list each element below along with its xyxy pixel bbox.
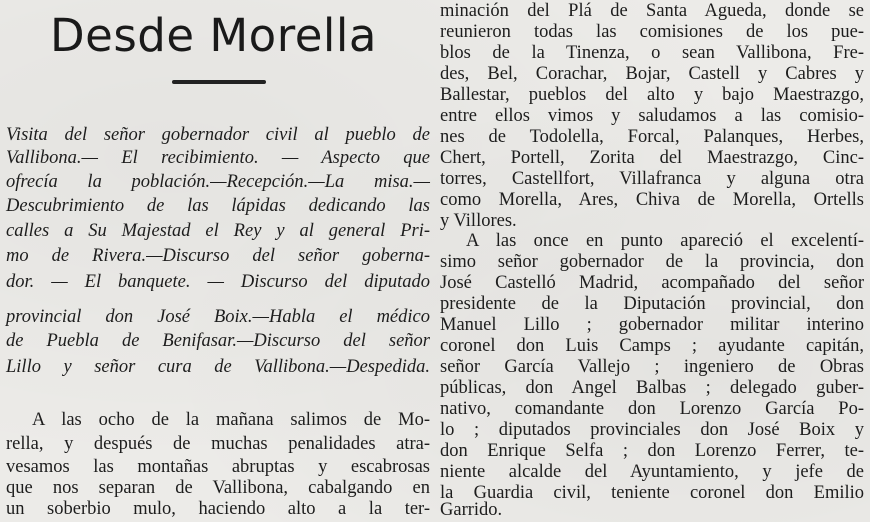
body-line: torres, Castellfort, Villafranca y alguna otra [440,169,864,189]
body-line: reunieron todas las comisiones de los pue- [440,22,864,42]
summary-line: dor. — El banquete. — Discurso del diputado [6,272,430,292]
summary-line: ofrecía la población.—Recepción.—La misa.— [6,172,430,192]
body-line: la Guardia civil, teniente coronel don Emilio [440,483,864,503]
body-line: Chert, Portell, Zorita del Maestrazgo, Cinc- [440,148,864,168]
body-line: José Castelló Madrid, acompañado del señor [440,273,864,293]
body-line: como Morella, Ares, Chiva de Morella, Ortells [440,190,864,210]
body-line: niente alcalde del Ayuntamiento, y jefe de [440,462,864,482]
body-line: coronel don Luis Camps ; ayudante capitán, [440,336,864,356]
summary-line: provincial don José Boix.—Habla el médico [6,307,430,327]
body-line: señor García Vallejo ; ingeniero de Obras [440,357,864,377]
summary-line: Visita del señor gobernador civil al pueblo de [6,125,430,145]
body-line: blos de la Tinenza, o sean Vallibona, Fre- [440,43,864,63]
body-line: Garrido. [440,500,503,520]
body-line: presidente de la Diputación provincial, don [440,294,864,314]
body-line: que nos separan de Vallibona, cabalgando en [6,478,430,498]
summary-line: calles a Su Majestad el Rey y al general Pri- [6,221,430,241]
title-rule [172,80,266,84]
body-line: vesamos las montañas abruptas y escabrosas [6,457,430,477]
article-title: Desde Morella [50,9,377,62]
summary-line: de Puebla de Benifasar.—Discurso del señor [6,331,430,351]
body-line: don Enrique Selfa ; don Lorenzo Ferrer, te- [440,441,864,461]
body-line: minación del Plá de Santa Agueda, donde se [440,1,864,21]
body-line: rella, y después de muchas penalidades atra- [6,434,430,454]
summary-line: Lillo y señor cura de Vallibona.—Despedida. [6,357,430,377]
body-line: nativo, comandante don Lorenzo García Po- [440,399,864,419]
summary-line: Descubrimiento de las lápidas dedicando las [6,196,430,216]
body-line: entre ellos vimos y saludamos a las comisio- [440,106,864,126]
body-line: A las once en punto apareció el excelentí- [466,231,864,251]
summary-line: Vallibona.— El recibimiento. — Aspecto que [6,148,430,168]
body-line: un soberbio mulo, haciendo alto a la ter- [6,499,430,519]
body-line: nes de Todolella, Forcal, Palanques, Herbes, [440,127,864,147]
body-line: públicas, don Angel Balbas ; delegado guber- [440,378,864,398]
body-line: A las ocho de la mañana salimos de Mo- [32,410,430,430]
body-line: Manuel Lillo ; gobernador militar interino [440,315,864,335]
body-line: des, Bel, Corachar, Bojar, Castell y Cabres y [440,64,864,84]
body-line: lo ; diputados provinciales don José Boix y [440,420,864,440]
body-line: Ballestar, pueblos del alto y bajo Maestrazgo, [440,85,864,105]
summary-line: mo de Rivera.—Discurso del señor goberna- [6,246,430,266]
body-line: simo señor gobernador de la provincia, don [440,252,864,272]
body-line: y Villores. [440,211,517,231]
